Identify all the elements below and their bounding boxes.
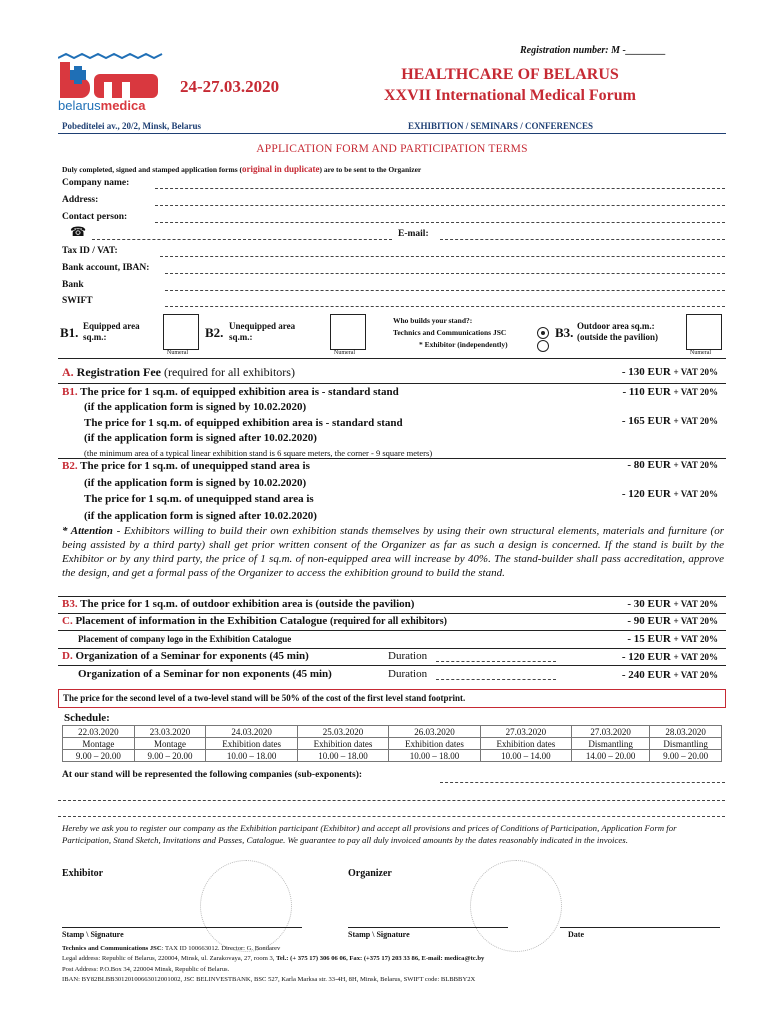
exhibitor-label: Exhibitor — [62, 868, 104, 879]
fee-divider-b3 — [58, 596, 726, 597]
seminar-non-exponents-duration-field[interactable] — [436, 679, 556, 680]
logo-wordmark: belarusmedica — [58, 98, 146, 113]
schedule-time: 9.00 – 20.00 — [650, 750, 722, 762]
schedule-time: 9.00 – 20.00 — [134, 750, 206, 762]
schedule-time: 10.00 – 14.00 — [480, 750, 571, 762]
company-name-label: Company name: — [62, 178, 130, 188]
organizer-stamp-caption: Stamp \ Signature — [348, 930, 410, 939]
organizer-line-4: IBAN: BY82BLBB30120100663012001002, JSC BELINVESTBANK, BSC 527, Karla Marksa str. 33-4H, 8H, Minsk, Belarus, SWIFT code: BLBBBY2X — [62, 976, 476, 984]
builder-option-tc-label: Technics and Communications JSC — [393, 328, 507, 337]
second-level-note-box — [58, 689, 726, 708]
swift-field[interactable] — [165, 306, 725, 307]
schedule-time: 9.00 – 20.00 — [63, 750, 135, 762]
seminar-non-exponents-price: - 240 EUR + VAT 20% — [621, 669, 718, 681]
b2-marker: B2. — [205, 325, 224, 340]
schedule-time: 10.00 – 18.00 — [297, 750, 388, 762]
b2-price-line-1: B2. The price for 1 sq.m. of unequipped stand area is — [62, 460, 310, 472]
b2-area-label: Unequipped area sq.m.: — [229, 321, 296, 342]
b3-area-input[interactable] — [686, 314, 722, 350]
company-name-field[interactable] — [155, 188, 725, 189]
seminar-exponents-row: D. Organization of a Seminar for exponents (45 min) — [62, 650, 309, 662]
bank-account-field[interactable] — [165, 273, 725, 274]
b1-price-line-3: The price for 1 sq.m. of equipped exhibition area is - standard stand — [84, 417, 403, 429]
builder-radio-tc[interactable] — [537, 327, 549, 339]
b2-price-line-2: (if the application form is signed by 10.02.2020) — [84, 477, 307, 489]
organizer-line-2: Legal address: Republic of Belarus, 220004, Minsk, ul. Zarakovaya, 27, room 3, Tel.: (+ 375 17) 306 06 06, Fax: (+375 17) 203 33 86, E-mail: medica@tc.by — [62, 955, 485, 963]
fee-divider-d — [58, 648, 726, 649]
schedule-date: 27.03.2020 — [480, 726, 571, 738]
sub-exponents-field-2[interactable] — [58, 800, 725, 801]
header-divider — [58, 133, 726, 134]
event-categories: EXHIBITION / SEMINARS / CONFERENCES — [408, 121, 594, 131]
event-dates: 24-27.03.2020 — [180, 77, 280, 96]
sub-exponents-label: At our stand will be represented the following companies (sub-exponents): — [62, 770, 363, 780]
address-label: Address: — [62, 195, 99, 205]
registration-fee-row: A. Registration Fee (required for all exhibitors) — [62, 365, 295, 379]
schedule-event: Exhibition dates — [297, 738, 388, 750]
b3-price: - 30 EUR + VAT 20% — [627, 598, 718, 610]
b1-marker: B1. — [60, 325, 79, 340]
exhibitor-stamp-area[interactable] — [200, 860, 292, 952]
stand-divider — [58, 358, 726, 359]
seminar-exponents-duration: Duration — [388, 650, 428, 662]
schedule-date: 22.03.2020 — [63, 726, 135, 738]
b1-price-late: - 165 EUR + VAT 20% — [621, 415, 718, 427]
schedule-title: Schedule: — [64, 712, 110, 724]
schedule-time: 10.00 – 18.00 — [206, 750, 297, 762]
venue-address: Pobeditelei av., 20/2, Minsk, Belarus — [62, 121, 202, 131]
organizer-label: Organizer — [348, 868, 392, 879]
address-field[interactable] — [155, 205, 725, 206]
b3-numeral-caption: Numeral — [690, 350, 711, 356]
organizer-signature-line[interactable] — [348, 927, 508, 928]
catalogue-info-price: - 90 EUR + VAT 20% — [627, 615, 718, 627]
date-caption: Date — [568, 930, 584, 939]
swift-label: SWIFT — [62, 296, 93, 306]
date-line[interactable] — [560, 927, 720, 928]
b1-price-line-4: (if the application form is signed after 10.02.2020) — [84, 432, 317, 444]
schedule-date: 28.03.2020 — [650, 726, 722, 738]
schedule-date: 26.03.2020 — [389, 726, 480, 738]
phone-icon: ☎ — [70, 224, 87, 239]
registration-declaration: Hereby we ask you to register our company as the Exhibition participant (Exhibitor) and accept all provisions and prices of Conditions of Participation, Application Form for Participation, Stand Sketch, Invitations and Passes, Catalogue. We guarantee to pay all duly invoiced amounts by the dates reasonably indicated in the invoices. — [62, 823, 677, 845]
organizer-line-1: Technics and Communications JSC: TAX ID 100663012. Director: G. Bondarev — [62, 945, 281, 952]
fee-divider — [58, 383, 726, 384]
seminar-non-exponents-row: Organization of a Seminar for non exponents (45 min) — [78, 668, 332, 680]
schedule-event: Dismantling — [650, 738, 722, 750]
b2-price-late: - 120 EUR + VAT 20% — [621, 488, 718, 500]
builder-radio-exhibitor[interactable] — [537, 340, 549, 352]
second-level-note: The price for the second level of a two-level stand will be 50% of the cost of the first level stand footprint. — [63, 693, 466, 703]
catalogue-logo-row: Placement of company logo in the Exhibition Catalogue — [78, 634, 292, 644]
b3-price-row: B3. The price for 1 sq.m. of outdoor exhibition area is (outside the pavilion) — [62, 598, 415, 610]
schedule-date: 25.03.2020 — [297, 726, 388, 738]
b2-numeral-caption: Numeral — [334, 350, 355, 356]
b3-area-label: Outdoor area sq.m.: (outside the pavilion) — [577, 321, 659, 342]
event-subtitle: XXVII International Medical Forum — [384, 87, 636, 104]
attention-note: * Attention - Exhibitors willing to build their own exhibition stands themselves by using their own structural elements, materials and furniture (or being assisted by a third party) shall get prior written consent of the Organizer as far as such a design is concerned. If the stand is built by the Exhibitor or by any third party, the price of 1 sq.m. of non-equipped area will increase by 40%. The stand-builder shall pass accreditation, approve the design, and get a formal pass of the Organizer to access the exhibition ground to build the stand. — [62, 525, 724, 579]
who-builds-label: Who builds your stand?: — [393, 316, 473, 325]
fee-divider-d2 — [58, 665, 726, 666]
contact-person-field[interactable] — [155, 222, 725, 223]
bank-account-label: Bank account, IBAN: — [62, 263, 150, 273]
submission-note: Duly completed, signed and stamped application forms (original in duplicate) are to be sent to the Organizer — [62, 164, 422, 174]
email-label: E-mail: — [398, 229, 429, 239]
seminar-exponents-price: - 120 EUR + VAT 20% — [621, 651, 718, 663]
schedule-table — [62, 725, 722, 762]
registration-number: Registration number: M -________ — [520, 45, 666, 56]
b2-price-early: - 80 EUR + VAT 20% — [627, 459, 718, 471]
sub-exponents-field-1[interactable] — [440, 782, 725, 783]
b1-area-label: Equipped area sq.m.: — [83, 321, 140, 342]
belarusmedica-logo — [58, 52, 168, 114]
b2-price-line-3: The price for 1 sq.m. of unequipped stand area is — [84, 493, 314, 505]
contact-person-label: Contact person: — [62, 212, 128, 222]
schedule-event: Montage — [63, 738, 135, 750]
tax-id-field[interactable] — [160, 256, 725, 257]
organizer-stamp-area[interactable] — [470, 860, 562, 952]
schedule-date: 23.03.2020 — [134, 726, 206, 738]
tax-id-label: Tax ID / VAT: — [62, 246, 118, 256]
seminar-non-exponents-duration: Duration — [388, 668, 428, 680]
schedule-time: 14.00 – 20.00 — [572, 750, 650, 762]
schedule-event: Dismantling — [572, 738, 650, 750]
min-area-note: (the minimum area of a typical linear exhibition stand is 6 square meters, the corner - 9 square meters) — [84, 448, 433, 458]
form-title: APPLICATION FORM AND PARTICIPATION TERMS — [256, 143, 528, 155]
schedule-event: Exhibition dates — [480, 738, 571, 750]
sub-exponents-field-3[interactable] — [58, 816, 725, 817]
b1-area-input[interactable] — [163, 314, 199, 350]
catalogue-logo-price: - 15 EUR + VAT 20% — [627, 633, 718, 645]
schedule-dates-row — [63, 726, 722, 738]
fee-divider-logo — [58, 630, 726, 631]
bank-label: Bank — [62, 280, 84, 290]
registration-fee-price: - 130 EUR + VAT 20% — [621, 366, 718, 378]
schedule-date: 24.03.2020 — [206, 726, 297, 738]
event-title: HEALTHCARE OF BELARUS — [401, 66, 619, 83]
organizer-line-3: Post Address: P.O.Box 34, 220004 Minsk, Republic of Belarus. — [62, 965, 230, 973]
organizer-details — [62, 944, 484, 986]
exhibitor-stamp-caption: Stamp \ Signature — [62, 930, 124, 939]
schedule-event: Exhibition dates — [206, 738, 297, 750]
schedule-events-row — [63, 738, 722, 750]
exhibitor-signature-line[interactable] — [62, 927, 302, 928]
catalogue-info-row: C. Placement of information in the Exhibition Catalogue (required for all exhibitors) — [62, 615, 447, 627]
b1-numeral-caption: Numeral — [167, 350, 188, 356]
phone-field[interactable] — [92, 239, 392, 240]
schedule-date: 27.03.2020 — [572, 726, 650, 738]
schedule-event: Montage — [134, 738, 206, 750]
bank-field[interactable] — [165, 290, 725, 291]
b2-price-line-4: (if the application form is signed after 10.02.2020) — [84, 510, 317, 522]
builder-option-exhibitor-label: * Exhibitor (independently) — [419, 340, 508, 349]
b1-price-line-1: B1. The price for 1 sq.m. of equipped exhibition area is - standard stand — [62, 386, 399, 398]
b1-price-early: - 110 EUR + VAT 20% — [622, 386, 718, 398]
b1-price-line-2: (if the application form is signed by 10.02.2020) — [84, 401, 307, 413]
schedule-event: Exhibition dates — [389, 738, 480, 750]
seminar-exponents-duration-field[interactable] — [436, 661, 556, 662]
schedule-time: 10.00 – 18.00 — [389, 750, 480, 762]
b3-marker: B3. — [555, 325, 574, 340]
schedule-times-row — [63, 750, 722, 762]
email-field[interactable] — [440, 239, 725, 240]
b2-area-input[interactable] — [330, 314, 366, 350]
fee-divider-c — [58, 613, 726, 614]
